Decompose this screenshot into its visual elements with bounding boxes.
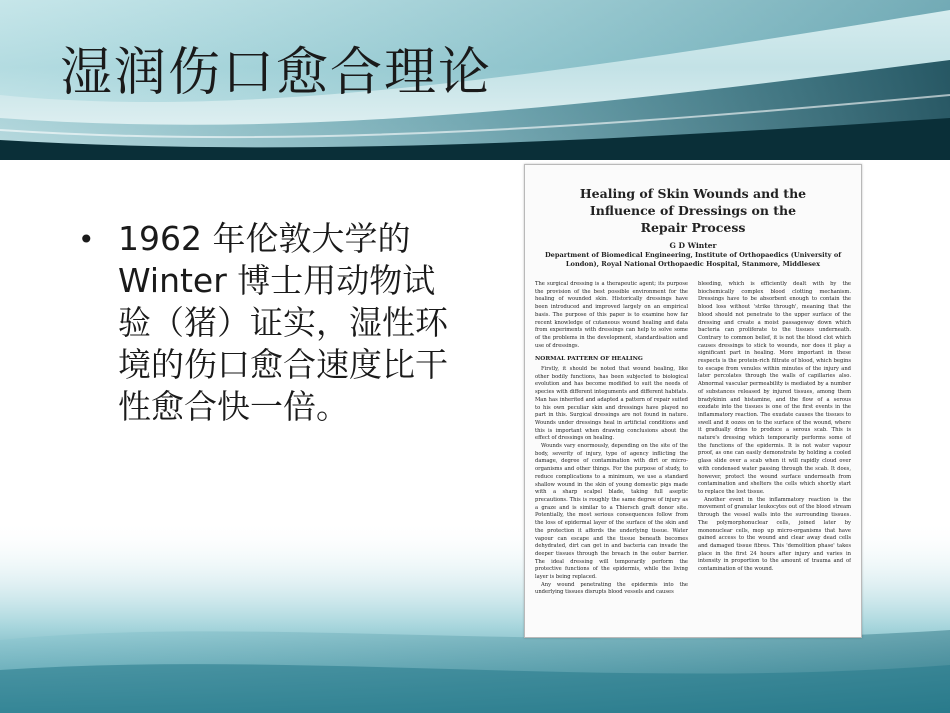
paper-affiliation [535, 251, 851, 269]
paper-paragraph: bleeding, which is efficiently dealt with by the biochemically complex blood clotting mechanism. Dressings have to be absorbent enough to contain the blood loss without 'strike through', meaning that the blood should not penetrate to the upper surface of the dressing and create a moist passageway down which bacteria can proliferate to the tissues underneath. Contrary to common belief, it is not the blood clot which causes dressings to stick to wounds, nor does it play a significant part in healing. More important in these respects is the protein-rich filtrate of blood, which begins to escape from venules within minutes of the injury and later percolates through the walls of capillaries also. Abnormal vascular permeability is mediated by a number of substances released by injured tissues, among them bradykinin and histamine, and the flow of a serous exudate into the tissues is one of the first events in the inflammatory reaction. The exudate causes the tissues to swell and it oozes on to the surface of the wound, where it gradually dries to produce a serous scab. This is nature's dressing which temporarily performs some of the functions of the epidermis. It is not water vapour proof, as one can easily demonstrate by holding a cooled glass slide over a scab when it will rapidly cloud over with condensed water passing through the scab. It does, however, protect the wound surface underneath from contamination and shelters the cells which shortly start to replace the lost tissue. [698, 281, 851, 495]
paper-title-line: Healing of Skin Wounds and the [579, 186, 807, 201]
paper-affiliation-line: Department of Biomedical Engineering, Institute of Orthopaedics (University of [544, 251, 842, 259]
paper-title [545, 185, 841, 236]
bullet-item [78, 218, 468, 428]
paper-paragraph: Another event in the inflammatory reaction is the movement of granular leukocytes out of the blood stream through the vessel walls into the surrounding tissues. The polymorphonuclear cells, joined later by mononuclear cells, mop up micro-organisms that have gained access to the wound and clear away dead cells and damaged tissue fibres. This 'demolition phase' takes place in the first 24 hours after injury and varies in intensity in proportion to the amount of trauma and of contamination of the wound. [698, 496, 851, 573]
bullet-text: 1962 年伦敦大学的 Winter 博士用动物试验（猪）证实，湿性环境的伤口愈合速度比干性愈合快一倍。 [118, 219, 448, 426]
paper-column-left [535, 281, 688, 638]
paper-paragraph: The surgical dressing is a therapeutic agent; its purpose the provision of the best possible environment for the healing of wounded skin. Historically dressings have been introduced and improved largely on an empirical basis. The purpose of this paper is to examine how far recent knowledge of cutaneous wound healing and data from experiments with dressings can help to solve some of the problems in the development, standardisation and use of dressings. [535, 281, 688, 349]
paper-affiliation-line: London), Royal National Orthopaedic Hospital, Stanmore, Middlesex [565, 260, 821, 268]
paper-paragraph: Firstly, it should be noted that wound healing, like other bodily functions, has been subjected to biological evolution and has become modified to suit the needs of species with different integuments and different habitats. Man has inherited and adapted a pattern of repair suited to his own peculiar skin and dressings have played no part in this. Surgical dressings are not found in nature. Wounds under dressings heal in artificial conditions and this is important when drawing conclusions about the effect of dressings on healing. [535, 366, 688, 442]
paper-paragraph: Any wound penetrating the epidermis into the underlying tissues disrupts blood vessels and causes [535, 581, 688, 596]
bullet-dot-icon: • [78, 223, 95, 256]
paper-body [535, 281, 851, 638]
slide-title: 湿润伤口愈合理论 [60, 43, 493, 103]
paper-title-line: Influence of Dressings on the [589, 203, 797, 218]
paper-column-right [698, 281, 851, 638]
paper-author: G D Winter [669, 241, 717, 250]
paper-excerpt-image [524, 164, 862, 638]
paper-paragraph: Wounds vary enormously, depending on the site of the body, severity of injury, type of agency inflicting the damage, degree of contamination with dirt or micro-organisms and other things. For the purpose of study, to reduce complications to a minimum, we use a standard shallow wound in the skin of young domestic pigs made with a sharp scalpel blade, taking full aseptic precautions. This is roughly the same degree of injury as a graze and is similar to a Thiersch graft donor site. Potentially, the most serious consequences follow from the loss of epidermal layer of the surface of the skin and the protection it affords the underlying tissue. Water vapour can escape and the tissue beneath becomes dehydrated, dirt can get in and bacteria can invade the deeper tissues through the breach in the outer barrier. The ideal dressing will temporarily perform the protective functions of the epidermis, while the living layer is being replaced. [535, 443, 688, 581]
paper-title-line: Repair Process [640, 220, 746, 235]
paper-section-heading: NORMAL PATTERN OF HEALING [535, 356, 643, 363]
